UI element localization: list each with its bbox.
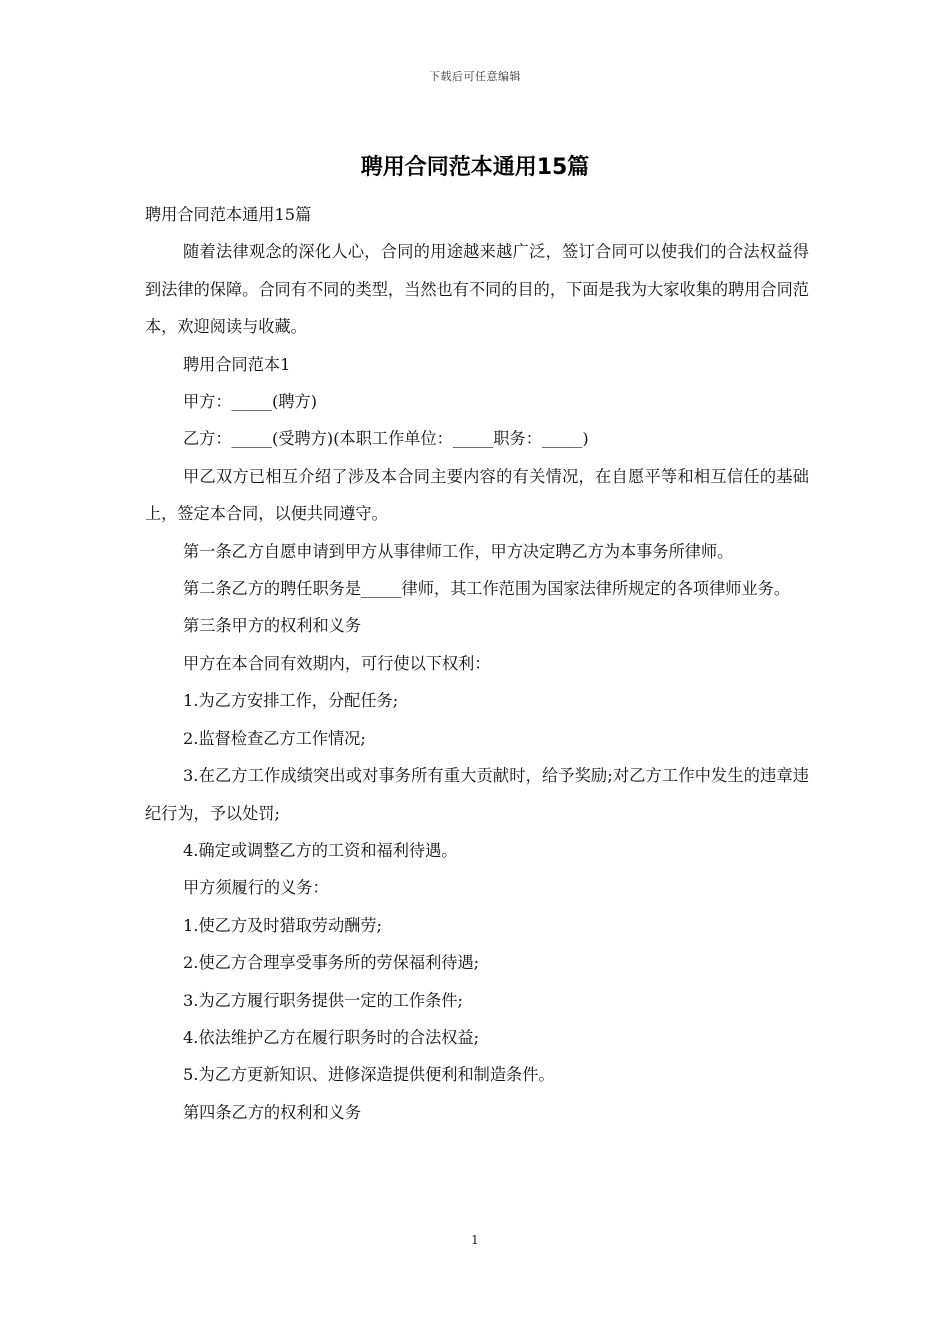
list-item: 4.确定或调整乙方的工资和福利待遇。 xyxy=(183,840,458,860)
intro-paragraph: 随着法律观念的深化人心，合同的用途越来越广泛，签订合同可以使我们的合法权益得到法律的保障。合同有不同的类型，当然也有不同的目的，下面是我为大家收集的聘用合同范本，欢迎阅读与收藏。 xyxy=(145,242,809,337)
party-a-duties-intro: 甲方须履行的义务： xyxy=(183,878,329,898)
section-heading: 聘用合同范本1 xyxy=(183,354,291,374)
document-body xyxy=(145,196,809,1131)
list-item: 3.为乙方履行职务提供一定的工作条件; xyxy=(183,990,463,1010)
subtitle-paragraph: 聘用合同范本通用15篇 xyxy=(145,205,312,224)
party-b-line: 乙方：_____(受聘方)(本职工作单位：_____职务：_____) xyxy=(183,429,589,449)
list-item: 2.使乙方合理享受事务所的劳保福利待遇; xyxy=(183,953,480,973)
list-item: 1.使乙方及时猎取劳动酬劳; xyxy=(183,915,382,935)
document-title: 聘用合同范本通用15篇 xyxy=(360,155,590,180)
header-note: 下载后可任意编辑 xyxy=(429,70,521,83)
list-item: 1.为乙方安排工作，分配任务; xyxy=(183,691,399,711)
article-4-heading: 第四条乙方的权利和义务 xyxy=(183,1102,362,1122)
list-item: 2.监督检查乙方工作情况; xyxy=(183,728,366,748)
party-a-line: 甲方：_____(聘方) xyxy=(183,392,318,412)
list-item: 4.依法维护乙方在履行职务时的合法权益; xyxy=(183,1027,480,1047)
list-item: 3.在乙方工作成绩突出或对事务所有重大贡献时，给予奖励;对乙方工作中发生的违章违纪行为，予以处罚; xyxy=(145,766,809,823)
party-a-rights-intro: 甲方在本合同有效期内，可行使以下权利： xyxy=(183,653,491,673)
article-3-heading: 第三条甲方的权利和义务 xyxy=(183,616,362,636)
article-1-paragraph: 第一条乙方自愿申请到甲方从事律师工作，甲方决定聘乙方为本事务所律师。 xyxy=(183,541,734,561)
article-2-paragraph: 第二条乙方的聘任职务是_____律师，其工作范围为国家法律所规定的各项律师业务。 xyxy=(183,579,791,599)
list-item: 5.为乙方更新知识、进修深造提供便利和制造条件。 xyxy=(183,1065,555,1085)
page-number: 1 xyxy=(471,1233,479,1247)
preamble-paragraph: 甲乙双方已相互介绍了涉及本合同主要内容的有关情况，在自愿平等和相互信任的基础上，签定本合同，以便共同遵守。 xyxy=(145,466,809,524)
